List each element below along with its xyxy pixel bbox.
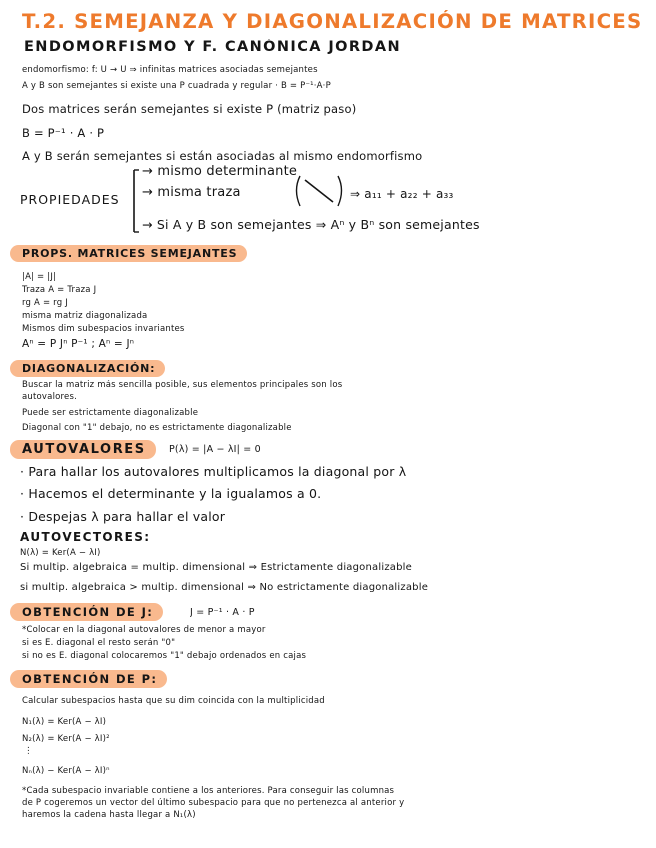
page-title: T.2. SEMEJANZA Y DIAGONALIZACIÓN DE MATRICES [22,10,643,33]
section-heading-autovectores: AUTOVECTORES: [20,530,151,544]
propiedades-label: PROPIEDADES [20,192,120,207]
note-line: de P cogeremos un vector del último subespacio para que no pertenezca al anterior y [22,798,405,808]
list-item: Mismos dim subespacios invariantes [22,324,185,334]
note-line: Buscar la matriz más sencilla posible, sus elementos principales son los [22,380,343,390]
formula-line: Aⁿ = P Jⁿ P⁻¹ ; Aⁿ = Jⁿ [22,338,135,350]
highlight-heading-props-semejantes: PROPS. MATRICES SEMEJANTES [10,245,247,262]
property-item: → Si A y B son semejantes ⇒ Aⁿ y Bⁿ son semejantes [142,217,480,232]
bullet-item: · Para hallar los autovalores multiplicamos la diagonal por λ [20,464,407,479]
note-line: si multip. algebraica > multip. dimensional ⇒ No estrictamente diagonalizable [20,582,429,593]
list-item: misma matriz diagonalizada [22,311,148,321]
formula-line: N₂(λ) = Ker(A − λI)² [22,734,110,744]
list-item: |A| = |J| [22,272,57,282]
note-line: si es E. diagonal el resto serán "0" [22,638,176,648]
note-line: Calcular subespacios hasta que su dim coincida con la multiplicidad [22,696,325,706]
note-line: endomorfismo: f: U → U ⇒ infinitas matrices asociadas semejantes [22,65,318,75]
formula-line: N₁(λ) = Ker(A − λI) [22,717,107,727]
formula-line: J = P⁻¹ · A · P [190,607,255,618]
note-line: A y B son semejantes si existe una P cuadrada y regular · B = P⁻¹·A·P [22,81,331,91]
bullet-item: · Despejas λ para hallar el valor [20,509,226,524]
formula-line: P(λ) = |A − λI| = 0 [169,444,261,455]
note-line: Diagonal con "1" debajo, no es estrictamente diagonalizable [22,423,292,433]
highlight-heading-diagonalizacion: DIAGONALIZACIÓN: [10,360,165,377]
note-line: Si multip. algebraica = multip. dimensional ⇒ Estrictamente diagonalizable [20,562,412,573]
highlight-heading-obtencion-j: OBTENCIÓN DE J: [10,603,163,621]
note-line: *Cada subespacio invariable contiene a los anteriores. Para conseguir las columnas [22,786,395,796]
note-line: haremos la cadena hasta llegar a N₁(λ) [22,810,196,820]
highlight-heading-obtencion-p: OBTENCIÓN DE P: [10,670,167,688]
property-item: → mismo determinante [142,164,298,179]
formula-line: N(λ) = Ker(A − λI) [20,548,101,558]
formula-line: B = P⁻¹ · A · P [22,126,105,140]
list-item: rg A = rg J [22,298,68,308]
note-line: Dos matrices serán semejantes si existe P (matriz paso) [22,102,357,116]
property-item: ⇒ a₁₁ + a₂₂ + a₃₃ [350,187,454,201]
section-heading-endomorfismo: ENDOMORFISMO Y F. CANÓNICA JORDAN [24,39,401,55]
note-line: autovalores. [22,392,77,402]
ellipsis-mark: ⋮ [24,746,33,756]
note-line: A y B serán semejantes si están asociadas al mismo endomorfismo [22,149,423,163]
property-item: → misma traza [142,185,241,200]
highlight-heading-autovalores: AUTOVALORES [10,440,156,459]
bullet-item: · Hacemos el determinante y la igualamos a 0. [20,486,322,501]
formula-line: Nₙ(λ) − Ker(A − λI)ⁿ [22,766,110,776]
note-line: *Colocar en la diagonal autovalores de menor a mayor [22,625,266,635]
list-item: Traza A = Traza J [22,285,97,295]
note-line: si no es E. diagonal colocaremos "1" debajo ordenados en cajas [22,651,307,661]
note-line: Puede ser estrictamente diagonalizable [22,408,199,418]
